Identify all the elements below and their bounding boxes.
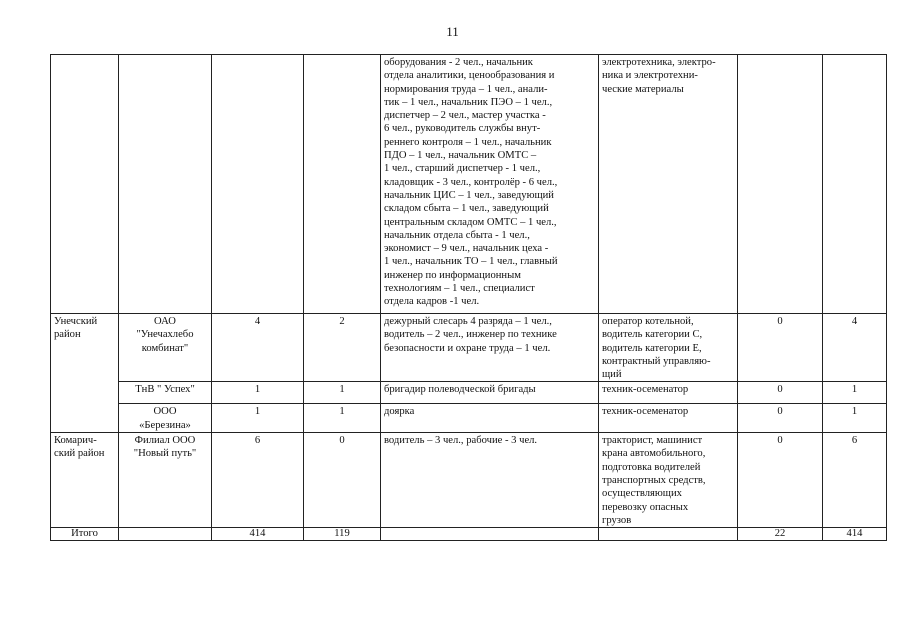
count-cell: 0	[304, 433, 381, 528]
professions-cell	[599, 528, 738, 541]
count-cell: 1	[304, 404, 381, 433]
organization-cell: ТнВ " Успех"	[119, 382, 212, 404]
count-cell: 0	[738, 433, 823, 528]
organization-cell	[119, 55, 212, 314]
count-cell	[823, 55, 887, 314]
professions-cell: техник-осеменатор	[599, 404, 738, 433]
vacancy-table	[50, 54, 887, 541]
count-cell: 2	[304, 314, 381, 382]
count-cell: 0	[738, 382, 823, 404]
table-row	[51, 382, 887, 404]
count-cell: 0	[738, 314, 823, 382]
professions-cell: оператор котельной, водитель категории С, водитель категории Е, контрактный управляю- щий	[599, 314, 738, 382]
positions-cell: дежурный слесарь 4 разряда – 1 чел., водитель – 2 чел., инженер по технике безопасности и охране труда – 1 чел.	[381, 314, 599, 382]
count-cell: 1	[823, 404, 887, 433]
total-count-cell: 22	[738, 528, 823, 541]
organization-cell: ОАО "Унечахлебо комбинат"	[119, 314, 212, 382]
count-cell: 6	[212, 433, 304, 528]
professions-cell: электротехника, электро- ника и электротехни- ческие материалы	[599, 55, 738, 314]
positions-cell: оборудования - 2 чел., начальник отдела аналитики, ценообразования и нормирования труда – 1 чел., анали- тик – 1 чел., начальник ПЭО – 1 чел., диспетчер – 2 чел., мастер участка - 6 чел., руководитель службы внут- реннего контроля – 1 чел., начальник ПДО – 1 чел., начальник ОМТС – 1 чел., старший диспетчер - 1 чел., кладовщик - 3 чел., контролёр - 6 чел., начальник ЦИС – 1 чел., заведующий складом сбыта – 1 чел., заведующий центральным складом ОМТС – 1 чел., начальник отдела сбыта - 1 чел., экономист – 9 чел., начальник цеха - 1 чел., начальник ТО – 1 чел., главный инженер по информационным технологиям – 1 чел., специалист отдела кадров -1 чел.	[381, 55, 599, 314]
count-cell: 4	[212, 314, 304, 382]
district-cell: Комарич- ский район	[51, 433, 119, 528]
organization-cell: ООО «Березина»	[119, 404, 212, 433]
positions-cell	[381, 528, 599, 541]
positions-cell: бригадир полеводческой бригады	[381, 382, 599, 404]
positions-cell: доярка	[381, 404, 599, 433]
count-cell	[304, 55, 381, 314]
table-row	[51, 404, 887, 433]
total-count-cell: 414	[212, 528, 304, 541]
professions-cell: тракторист, машинист крана автомобильного, подготовка водителей транспортных средств, осуществляющих перевозку опасных грузов	[599, 433, 738, 528]
count-cell	[212, 55, 304, 314]
table-row	[51, 55, 887, 314]
table-row	[51, 433, 887, 528]
total-count-cell: 414	[823, 528, 887, 541]
table-row	[51, 314, 887, 382]
count-cell	[738, 55, 823, 314]
count-cell: 4	[823, 314, 887, 382]
district-cell	[51, 55, 119, 314]
total-row	[51, 528, 887, 541]
professions-cell: техник-осеменатор	[599, 382, 738, 404]
count-cell: 0	[738, 404, 823, 433]
page-number: 11	[446, 24, 459, 39]
positions-cell: водитель – 3 чел., рабочие - 3 чел.	[381, 433, 599, 528]
count-cell: 1	[823, 382, 887, 404]
district-cell: Унечский район	[51, 314, 119, 433]
organization-cell: Филиал ООО "Новый путь"	[119, 433, 212, 528]
total-label: Итого	[51, 528, 119, 541]
count-cell: 6	[823, 433, 887, 528]
count-cell: 1	[212, 382, 304, 404]
total-count-cell: 119	[304, 528, 381, 541]
organization-cell	[119, 528, 212, 541]
count-cell: 1	[212, 404, 304, 433]
count-cell: 1	[304, 382, 381, 404]
